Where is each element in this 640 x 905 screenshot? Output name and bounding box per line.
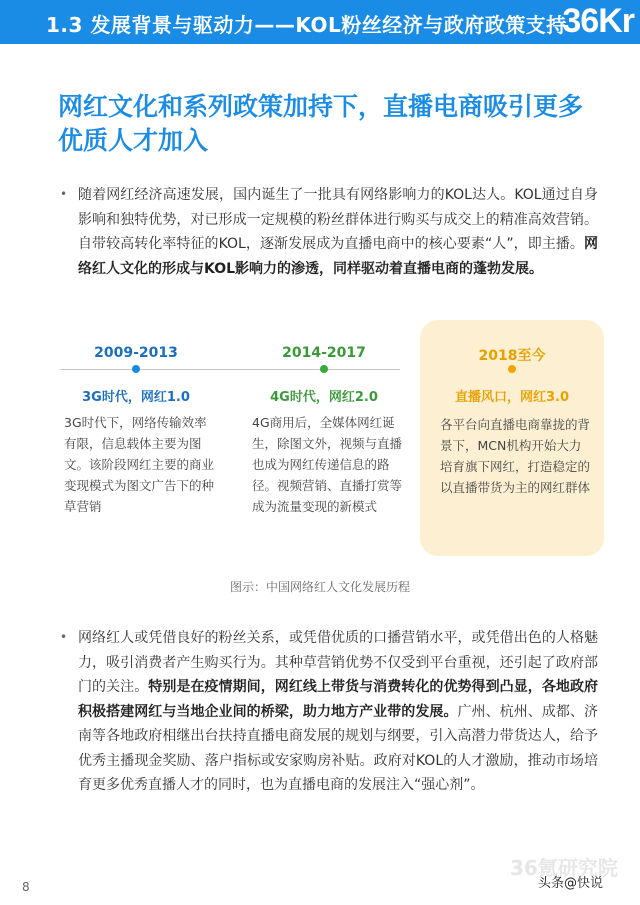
source-tag: 头条@快说 [538,876,604,891]
stage-2-era: 4G时代，网红2.0 [270,390,378,405]
bullet-2: • [60,630,68,644]
paragraph-2-text-b: 广州、杭州、成都、济南等各地政府相继出台扶持直播电商发展的规划与纲要，引入高潜力带货达人，给予优秀主播现金奖励、落户指标或安家购房补贴。政府对KOL的人才激励，推动市场培育更多优秀直播人才的同时，也为直播电商的发展注入“强心剂”。 [78,703,598,793]
paragraph-1-bold: 网络红人文化的形成与KOL影响力的渗透，同样驱动着直播电商的蓬勃发展。 [78,236,598,277]
paragraph-1 [78,183,598,281]
stage-1-desc: 3G时代下，网络传输效率有限，信息载体主要为图文。该阶段网红主要的商业变现模式为图文广告下的种草营销 [64,415,215,514]
stage-1-era: 3G时代，网红1.0 [82,390,190,405]
watermark: 36氪研究院 [510,856,618,880]
stage-3-era: 直播风口，网红3.0 [454,390,570,405]
stage-1-dot [132,365,140,373]
bullet-1: • [60,187,68,201]
paragraph-2-bold: 特别是在疫情期间，网红线上带货与消费转化的优势得到凸显，各地政府积极搭建网红与当地企业间的桥梁，助力地方产业带的发展。 [78,679,599,720]
header-bar [0,0,640,44]
paragraph-1-text: 随着网红经济高速发展，国内诞生了一批具有网络影响力的KOL达人。KOL通过自身影响和独特优势，对已形成一定规模的粉丝群体进行购买与成交上的精准高效营销。自带较高转化率特征的KOL，逐渐发展成为直播电商中的核心要素“人”，即主播。 [78,187,598,252]
timeline-axis [60,369,400,370]
figure-caption: 图示：中国网络红人文化发展历程 [229,580,410,594]
stage-3-desc: 各平台向直播电商靠拢的背景下，MCN机构开始大力培育旗下网红，打造稳定的以直播带货为主的网红群体 [440,417,591,495]
page-headline: 网红文化和系列政策加持下，直播电商吸引更多优质人才加入 [58,92,584,155]
stage-2-years: 2014-2017 [282,345,366,361]
stage-1-years: 2009-2013 [94,345,178,361]
stage-2-desc: 4G商用后，全媒体网红诞生，除图文外，视频与直播也成为网红传递信息的路径。视频营销、直播打赏等成为流量变现的新模式 [252,415,403,514]
stage-3-dot [508,365,516,373]
section-title: 1.3 发展背景与驱动力——KOL粉丝经济与政府政策支持 [46,13,567,37]
paragraph-2-text-a: 网络红人或凭借良好的粉丝关系，或凭借优质的口播营销水平，或凭借出色的人格魅力，吸引消费者产生购买行为。其种草营销优势不仅受到平台重视，还引起了政府部门的关注。 [78,630,598,695]
stage-3-years: 2018至今 [478,348,546,364]
paragraph-2 [78,626,598,798]
brand-logo: 36Kr [562,2,634,40]
stage-2-dot [320,365,328,373]
page-number: 8 [22,880,30,894]
